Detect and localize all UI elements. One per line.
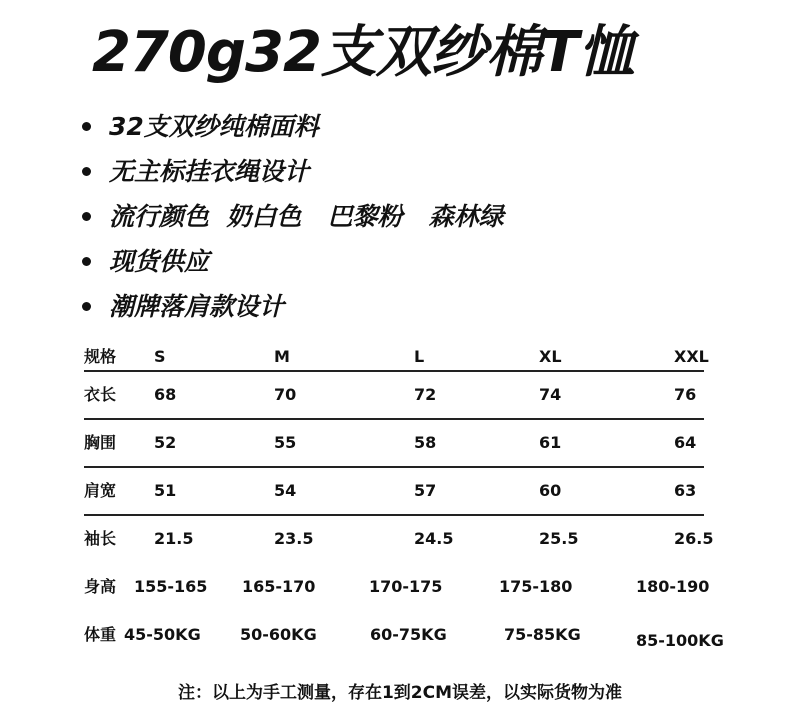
header-label: 规格 xyxy=(84,347,117,366)
table-cell: 85-100KG xyxy=(636,631,724,650)
table-cell: 45-50KG xyxy=(124,625,201,644)
table-row xyxy=(84,378,704,426)
row-label: 衣长 xyxy=(84,385,117,404)
table-cell: 58 xyxy=(414,433,437,452)
feature-text: 流行颜色 奶白色 巴黎粉 森林绿 xyxy=(109,202,504,231)
table-cell: 155-165 xyxy=(134,577,208,596)
size-xl: XL xyxy=(539,347,562,366)
table-cell: 165-170 xyxy=(242,577,316,596)
table-cell: 68 xyxy=(154,385,177,404)
feature-text: 现货供应 xyxy=(109,247,210,276)
table-cell: 55 xyxy=(274,433,297,452)
table-cell: 26.5 xyxy=(674,529,714,548)
table-cell: 64 xyxy=(674,433,697,452)
table-cell: 60 xyxy=(539,481,562,500)
size-l: L xyxy=(414,347,425,366)
table-cell: 76 xyxy=(674,385,697,404)
feature-item xyxy=(82,149,504,194)
size-s: S xyxy=(154,347,166,366)
table-row xyxy=(84,426,704,474)
table-cell: 70 xyxy=(274,385,297,404)
table-cell: 72 xyxy=(414,385,437,404)
table-cell: 180-190 xyxy=(636,577,710,596)
table-row xyxy=(84,570,710,618)
table-row xyxy=(84,618,724,666)
feature-item xyxy=(82,284,504,329)
size-table xyxy=(84,340,724,666)
table-cell: 60-75KG xyxy=(370,625,447,644)
row-label: 身高 xyxy=(84,577,117,596)
feature-text: 无主标挂衣绳设计 xyxy=(109,157,310,186)
bullet-icon xyxy=(82,167,91,176)
table-cell: 52 xyxy=(154,433,177,452)
table-cell: 51 xyxy=(154,481,177,500)
table-cell: 50-60KG xyxy=(240,625,317,644)
table-cell: 75-85KG xyxy=(504,625,581,644)
table-cell: 21.5 xyxy=(154,529,194,548)
table-cell: 74 xyxy=(539,385,562,404)
table-cell: 25.5 xyxy=(539,529,579,548)
measurement-note: 注：以上为手工测量，存在1到2CM误差，以实际货物为准 xyxy=(177,683,623,703)
row-label: 体重 xyxy=(84,625,117,644)
table-cell: 61 xyxy=(539,433,562,452)
table-cell: 57 xyxy=(414,481,437,500)
table-cell: 23.5 xyxy=(274,529,314,548)
product-title: 270g32支双纱棉T恤 xyxy=(92,20,634,85)
row-divider xyxy=(84,466,704,468)
feature-item xyxy=(82,194,504,239)
bullet-icon xyxy=(82,212,91,221)
row-label: 胸围 xyxy=(84,433,117,452)
row-divider xyxy=(84,418,704,420)
size-m: M xyxy=(274,347,290,366)
feature-item xyxy=(82,239,504,284)
feature-text: 潮牌落肩款设计 xyxy=(109,292,285,321)
table-cell: 170-175 xyxy=(369,577,443,596)
row-divider xyxy=(84,370,704,372)
bullet-icon xyxy=(82,257,91,266)
table-cell: 63 xyxy=(674,481,697,500)
table-row xyxy=(84,474,704,522)
size-header-row xyxy=(84,340,709,378)
bullet-icon xyxy=(82,302,91,311)
table-cell: 175-180 xyxy=(499,577,573,596)
bullet-icon xyxy=(82,122,91,131)
table-cell: 24.5 xyxy=(414,529,454,548)
feature-list xyxy=(82,104,504,329)
row-divider xyxy=(84,514,704,516)
feature-item xyxy=(82,104,504,149)
row-label: 肩宽 xyxy=(84,481,117,500)
table-cell: 54 xyxy=(274,481,297,500)
size-xxl: XXL xyxy=(674,347,709,366)
feature-text: 32支双纱纯棉面料 xyxy=(109,112,319,141)
table-row xyxy=(84,522,714,570)
row-label: 袖长 xyxy=(84,529,117,548)
